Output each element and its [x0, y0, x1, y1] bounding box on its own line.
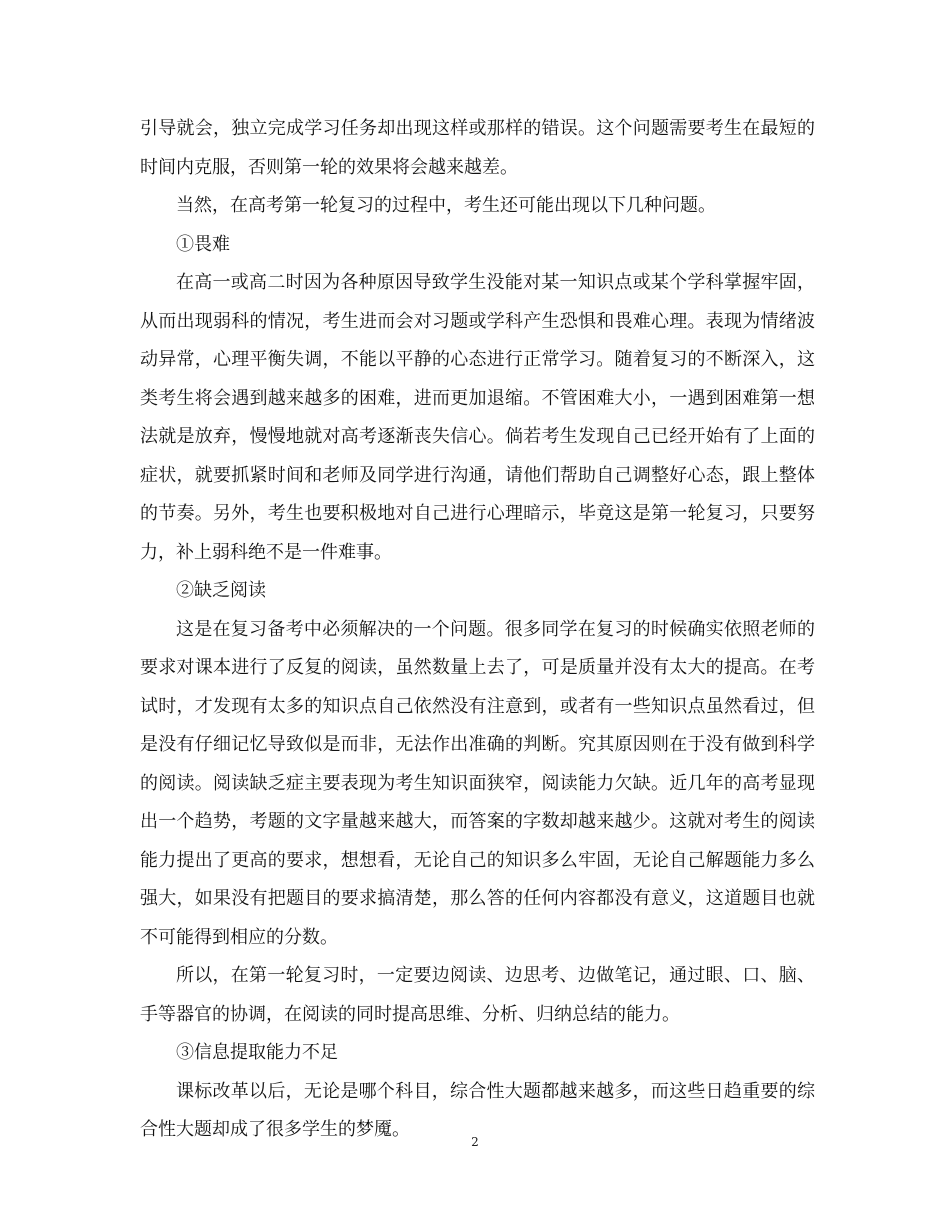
section-heading-information: ③信息提取能力不足 — [176, 1042, 338, 1063]
paragraph-information: 课标改革以后，无论是哪个科目，综合性大题都越来越多，而这些日趋重要的综合性大题却成了很多学生的梦魇。 — [140, 1080, 815, 1140]
paragraph-intro: 当然，在高考第一轮复习的过程中，考生还可能出现以下几种问题。 — [176, 195, 716, 216]
paragraph-reading: 这是在复习备考中必须解决的一个问题。很多同学在复习的时候确实依照老师的要求对课本进行了反复的阅读，虽然数量上去了，可是质量并没有太大的提高。在考试时，才发现有太多的知识点自己依然没有注意到，或者有一些知识点虽然看过，但是没有仔细记忆导致似是而非，无法作出准确的判断。究其原因则在于没有做到科学的阅读。阅读缺乏症主要表现为考生知识面狭窄，阅读能力欠缺。近几年的高考显现出一个趋势，考题的文字量越来越大，而答案的字数却越来越少。这就对考生的阅读能力提出了更高的要求，想想看，无论自己的知识多么牢固，无论自己解题能力多么强大，如果没有把题目的要求搞清楚，那么答的任何内容都没有意义，这道题目也就不可能得到相应的分数。 — [140, 618, 815, 948]
paragraph-reading-advice: 所以，在第一轮复习时，一定要边阅读、边思考、边做笔记，通过眼、口、脑、手等器官的协调，在阅读的同时提高思维、分析、归纳总结的能力。 — [140, 965, 815, 1025]
section-heading-fear: ①畏难 — [176, 233, 230, 255]
section-heading-reading: ②缺乏阅读 — [176, 580, 266, 601]
document-body — [140, 110, 815, 1150]
page-number: 2 — [471, 1135, 479, 1149]
paragraph-continuation: 引导就会，独立完成学习任务却出现这样或那样的错误。这个问题需要考生在最短的时间内克服，否则第一轮的效果将会越来越差。 — [140, 118, 815, 178]
paragraph-fear: 在高一或高二时因为各种原因导致学生没能对某一知识点或某个学科掌握牢固，从而出现弱科的情况，考生进而会对习题或学科产生恐惧和畏难心理。表现为情绪波动异常，心理平衡失调，不能以平静的心态进行正常学习。随着复习的不断深入，这类考生将会遇到越来越多的困难，进而更加退缩。不管困难大小，一遇到困难第一想法就是放弃，慢慢地就对高考逐渐丧失信心。倘若考生发现自己已经开始有了上面的症状，就要抓紧时间和老师及同学进行沟通，请他们帮助自己调整好心态，跟上整体的节奏。另外，考生也要积极地对自己进行心理暗示，毕竟这是第一轮复习，只要努力，补上弱科绝不是一件难事。 — [140, 272, 815, 563]
